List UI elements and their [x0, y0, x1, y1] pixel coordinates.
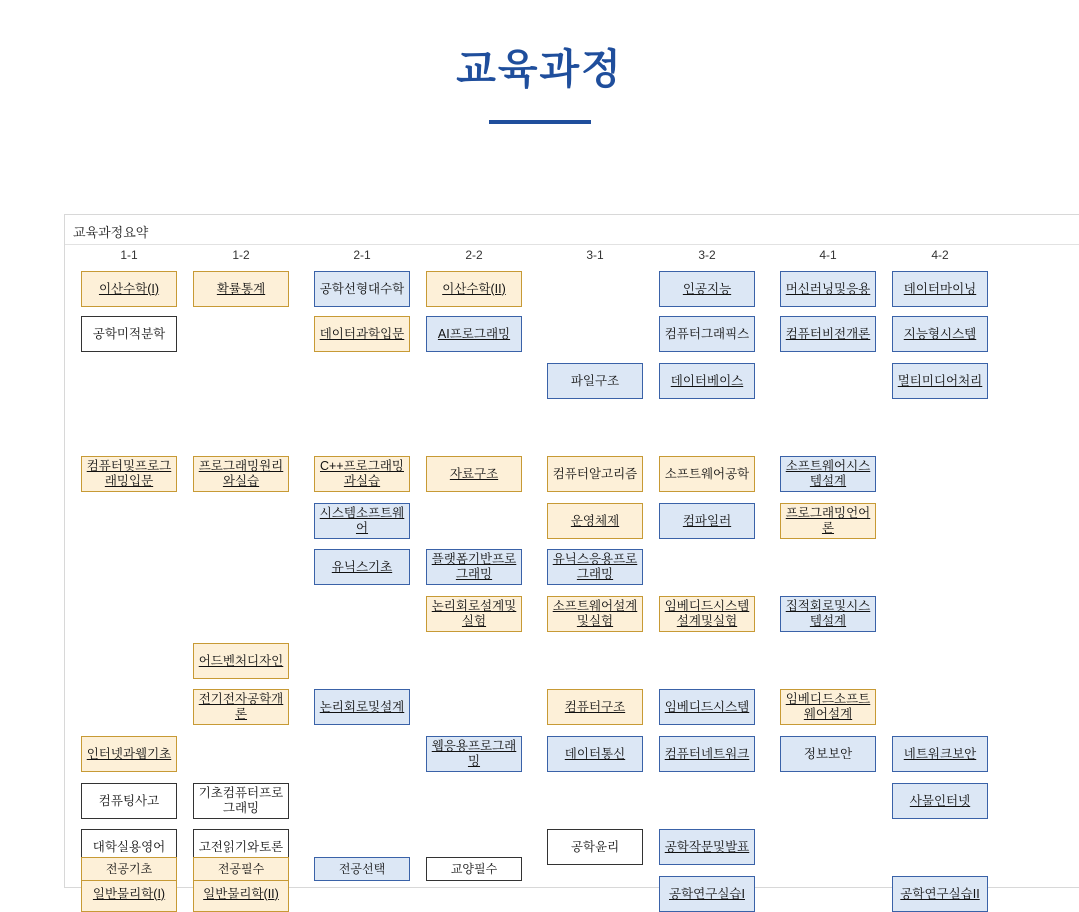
course-node[interactable]: 인공지능	[659, 271, 755, 307]
course-node[interactable]: 공학윤리	[547, 829, 643, 865]
course-node[interactable]: 컴퓨터비전개론	[780, 316, 876, 352]
course-node[interactable]: 컴퓨터그래픽스	[659, 316, 755, 352]
course-node[interactable]: 컴퓨터및프로그래밍입문	[81, 456, 177, 492]
panel-header-label: 교육과정요약	[73, 225, 149, 240]
course-node[interactable]: 파일구조	[547, 363, 643, 399]
course-node[interactable]: 집적회로및시스템설계	[780, 596, 876, 632]
course-node[interactable]: 이산수학(II)	[426, 271, 522, 307]
course-node[interactable]: 컴퓨터알고리즘	[547, 456, 643, 492]
legend-item-elective: 전공선택	[314, 857, 410, 881]
course-node[interactable]: C++프로그래밍과실습	[314, 456, 410, 492]
course-node[interactable]: 공학연구실습I	[659, 876, 755, 912]
course-node[interactable]: 유닉스기초	[314, 549, 410, 585]
course-node[interactable]: 지능형시스템	[892, 316, 988, 352]
course-node[interactable]: 임베디드소프트웨어설계	[780, 689, 876, 725]
course-node[interactable]: 대학실용영어	[81, 829, 177, 865]
column-header-3-2: 3-2	[698, 248, 716, 262]
course-node[interactable]: AI프로그래밍	[426, 316, 522, 352]
course-node[interactable]: 플랫폼기반프로그래밍	[426, 549, 522, 585]
panel-header	[65, 215, 1079, 245]
page-title: 교육과정	[456, 46, 623, 92]
course-node[interactable]: 확률통계	[193, 271, 289, 307]
legend-item-general: 교양필수	[426, 857, 522, 881]
course-node[interactable]: 인터넷과웹기초	[81, 736, 177, 772]
course-node[interactable]: 자료구조	[426, 456, 522, 492]
course-node[interactable]: 공학선형대수학	[314, 271, 410, 307]
course-node[interactable]: 시스템소프트웨어	[314, 503, 410, 539]
column-header-2-2: 2-2	[465, 248, 483, 262]
course-node[interactable]: 사물인터넷	[892, 783, 988, 819]
course-node[interactable]: 전기전자공학개론	[193, 689, 289, 725]
course-node[interactable]: 컴파일러	[659, 503, 755, 539]
course-node[interactable]: 임베디드시스템설계및실험	[659, 596, 755, 632]
course-node[interactable]: 컴퓨팅사고	[81, 783, 177, 819]
course-node[interactable]: 소프트웨어공학	[659, 456, 755, 492]
course-node[interactable]: 네트워크보안	[892, 736, 988, 772]
column-header-4-1: 4-1	[819, 248, 837, 262]
course-node[interactable]: 컴퓨터네트워크	[659, 736, 755, 772]
course-node[interactable]: 멀티미디어처리	[892, 363, 988, 399]
course-node[interactable]: 정보보안	[780, 736, 876, 772]
column-header-2-1: 2-1	[353, 248, 371, 262]
course-node[interactable]: 공학작문및발표	[659, 829, 755, 865]
course-node[interactable]: 논리회로설계및실험	[426, 596, 522, 632]
course-node[interactable]: 어드벤처디자인	[193, 643, 289, 679]
title-underline	[489, 120, 591, 124]
course-node[interactable]: 임베디드시스템	[659, 689, 755, 725]
course-node[interactable]: 소프트웨어시스템설계	[780, 456, 876, 492]
course-node[interactable]: 기초컴퓨터프로그래밍	[193, 783, 289, 819]
course-node[interactable]: 웹응용프로그래밍	[426, 736, 522, 772]
course-node[interactable]: 데이터통신	[547, 736, 643, 772]
column-header-3-1: 3-1	[586, 248, 604, 262]
course-node[interactable]: 유닉스응용프로그래밍	[547, 549, 643, 585]
course-node[interactable]: 데이터마이닝	[892, 271, 988, 307]
course-node[interactable]: 공학미적분학	[81, 316, 177, 352]
course-node[interactable]: 공학연구실습II	[892, 876, 988, 912]
course-node[interactable]: 소프트웨어설계및실험	[547, 596, 643, 632]
legend-item-basic: 전공필수	[193, 857, 289, 881]
course-node[interactable]: 데이터베이스	[659, 363, 755, 399]
course-node[interactable]: 프로그래밍원리와실습	[193, 456, 289, 492]
column-header-1-2: 1-2	[232, 248, 250, 262]
legend-item-basic: 전공기초	[81, 857, 177, 881]
course-node[interactable]: 고전읽기와토론	[193, 829, 289, 865]
course-node[interactable]: 운영체제	[547, 503, 643, 539]
course-node[interactable]: 일반물리학(II)	[193, 876, 289, 912]
course-node[interactable]: 논리회로및설계	[314, 689, 410, 725]
curriculum-panel	[64, 214, 1079, 901]
course-node[interactable]: 컴퓨터구조	[547, 689, 643, 725]
course-node[interactable]: 데이터과학입문	[314, 316, 410, 352]
course-node[interactable]: 프로그래밍언어론	[780, 503, 876, 539]
column-header-1-1: 1-1	[120, 248, 138, 262]
course-node[interactable]: 머신러닝및응용	[780, 271, 876, 307]
course-node[interactable]: 이산수학(I)	[81, 271, 177, 307]
column-header-4-2: 4-2	[931, 248, 949, 262]
course-node[interactable]: 일반물리학(I)	[81, 876, 177, 912]
